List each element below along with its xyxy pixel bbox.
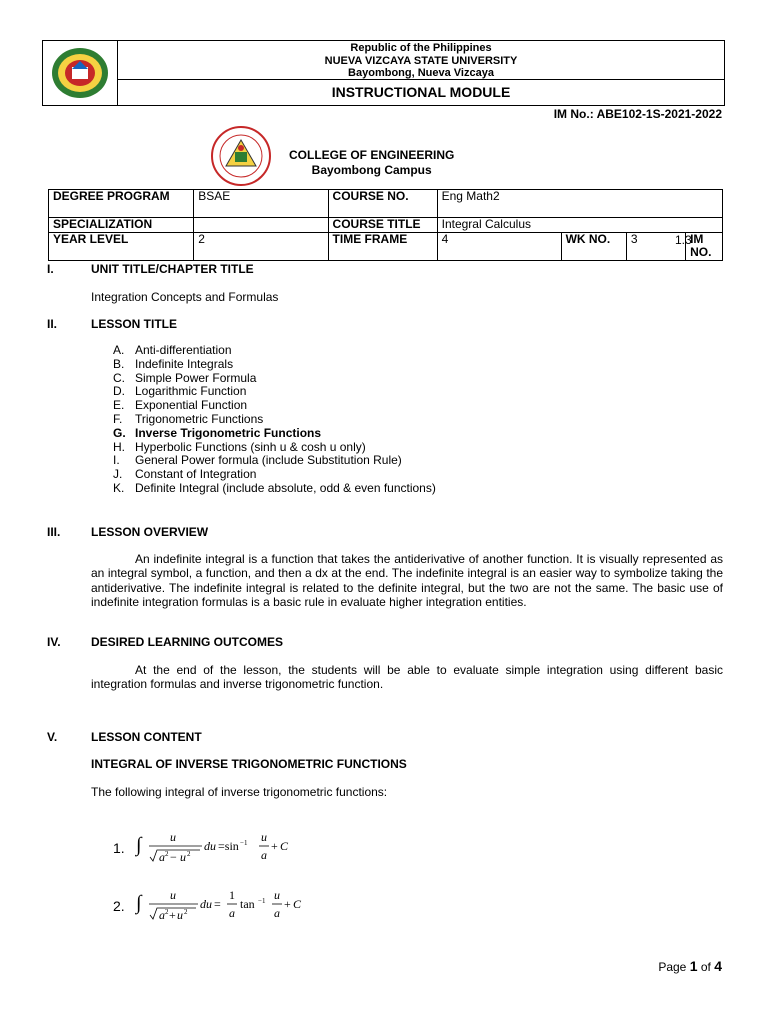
svg-text:+: + bbox=[284, 897, 291, 911]
svg-text:u: u bbox=[274, 888, 280, 902]
list-item: E. Exponential Function bbox=[113, 398, 248, 413]
list-item: B. Indefinite Integrals bbox=[113, 356, 234, 371]
course-title-label: COURSE TITLE bbox=[328, 218, 437, 233]
section-5-title: LESSON CONTENT bbox=[91, 730, 202, 744]
list-item-current: G. Inverse Trigonometric Functions bbox=[113, 425, 322, 440]
specialization-value bbox=[194, 218, 328, 233]
im-no-label: IM NO. bbox=[686, 232, 723, 260]
section-4-title: DESIRED LEARNING OUTCOMES bbox=[91, 635, 284, 649]
list-item: A. Anti-differentiation bbox=[113, 343, 232, 357]
college-heading bbox=[289, 148, 454, 178]
svg-text:tan: tan bbox=[240, 897, 255, 911]
formula-1-arcsin bbox=[134, 826, 314, 868]
list-item: F. Trigonometric Functions bbox=[113, 411, 264, 426]
list-item: J. Constant of Integration bbox=[113, 467, 257, 482]
svg-text:2: 2 bbox=[165, 908, 169, 916]
svg-text:2: 2 bbox=[187, 850, 191, 858]
section-1-title: UNIT TITLE/CHAPTER TITLE bbox=[91, 262, 254, 276]
university-name: NUEVA VIZCAYA STATE UNIVERSITY bbox=[324, 54, 518, 67]
lesson-overview-paragraph: An indefinite integral is a function that takes the antiderivative of another function. It is visually represented as an integral symbol, a function, and then a dx at the end. The indefinite integral is an easier way to symbolize taking the antiderivative. The indefinite integral is related to the definite integral, but the two are not the same. The basic use of indefinite integration formulas is a basic rule in evaluate higher integration entities. bbox=[91, 552, 723, 610]
svg-text:du: du bbox=[200, 897, 212, 911]
svg-text:=: = bbox=[214, 897, 221, 911]
republic-line: Republic of the Philippines bbox=[350, 42, 492, 54]
lesson-list bbox=[113, 344, 436, 496]
list-item: C. Simple Power Formula bbox=[113, 370, 257, 385]
svg-text:2: 2 bbox=[184, 908, 188, 916]
svg-text:2: 2 bbox=[165, 850, 169, 858]
list-item: I. General Power formula (include Substitution Rule) bbox=[113, 453, 402, 468]
im-no-value: 1.3 bbox=[675, 233, 692, 247]
svg-text:a: a bbox=[261, 848, 267, 862]
svg-text:C: C bbox=[280, 839, 289, 853]
course-title-value: Integral Calculus bbox=[437, 218, 722, 233]
college-of-engineering-logo bbox=[210, 126, 272, 186]
svg-text:−1: −1 bbox=[240, 839, 248, 847]
section-1-number: I. bbox=[47, 262, 54, 276]
formula-2-arctan bbox=[134, 884, 324, 926]
section-4-number: IV. bbox=[47, 635, 61, 649]
page-number: Page 1 of 4 bbox=[658, 958, 722, 974]
year-level-label: YEAR LEVEL bbox=[49, 232, 194, 260]
section-3-number: III. bbox=[47, 525, 61, 539]
im-number: IM No.: ABE102-1S-2021-2022 bbox=[553, 107, 722, 121]
list-item: D. Logarithmic Function bbox=[113, 384, 247, 399]
lesson-content-intro: The following integral of inverse trigonometric functions: bbox=[91, 785, 388, 799]
specialization-label: SPECIALIZATION bbox=[49, 218, 194, 233]
time-frame-value: 4 bbox=[437, 232, 561, 260]
svg-text:=sin: =sin bbox=[218, 839, 239, 853]
university-location: Bayombong, Nueva Vizcaya bbox=[348, 67, 494, 79]
module-title: INSTRUCTIONAL MODULE bbox=[331, 84, 511, 100]
wk-no-label: WK NO. bbox=[561, 232, 626, 260]
degree-program-label: DEGREE PROGRAM bbox=[49, 190, 194, 218]
header-box bbox=[42, 40, 725, 106]
svg-text:∫: ∫ bbox=[136, 834, 142, 856]
unit-title-text: Integration Concepts and Formulas bbox=[91, 290, 279, 304]
svg-text:u: u bbox=[177, 908, 183, 922]
college-name: COLLEGE OF ENGINEERING bbox=[289, 148, 455, 162]
svg-text:−: − bbox=[170, 850, 177, 864]
svg-text:+: + bbox=[271, 839, 278, 853]
formula-2-number: 2. bbox=[113, 898, 125, 914]
university-seal-cell bbox=[43, 41, 118, 105]
svg-text:C: C bbox=[293, 897, 302, 911]
svg-text:u: u bbox=[170, 830, 176, 844]
course-info-table bbox=[48, 189, 723, 261]
svg-text:a: a bbox=[229, 906, 235, 920]
svg-text:−1: −1 bbox=[258, 897, 266, 905]
svg-text:+: + bbox=[169, 908, 176, 922]
list-item: H. Hyperbolic Functions (sinh u & cosh u only) bbox=[113, 439, 366, 454]
university-seal-logo bbox=[50, 47, 110, 99]
section-3-title: LESSON OVERVIEW bbox=[91, 525, 209, 539]
learning-outcomes-paragraph: At the end of the lesson, the students will be able to evaluate simple integration using different basic integration formulas and inverse trigonometric function. bbox=[91, 663, 723, 692]
header-university-info bbox=[118, 41, 724, 80]
list-item: K. Definite Integral (include absolute, odd & even functions) bbox=[113, 480, 436, 495]
svg-text:a: a bbox=[159, 908, 165, 922]
course-no-label: COURSE NO. bbox=[328, 190, 437, 218]
svg-text:1: 1 bbox=[229, 888, 235, 902]
college-campus: Bayombong Campus bbox=[311, 163, 432, 177]
svg-text:du: du bbox=[204, 839, 216, 853]
svg-text:a: a bbox=[274, 906, 280, 920]
svg-text:u: u bbox=[261, 830, 267, 844]
section-5-number: V. bbox=[47, 730, 58, 744]
formula-1-number: 1. bbox=[113, 840, 125, 856]
lesson-content-subtitle: INTEGRAL OF INVERSE TRIGONOMETRIC FUNCTIONS bbox=[91, 757, 407, 771]
section-2-number: II. bbox=[47, 317, 58, 331]
wk-no-value: 3 bbox=[626, 232, 685, 260]
svg-text:u: u bbox=[180, 850, 186, 864]
course-no-value: Eng Math2 bbox=[437, 190, 722, 218]
svg-text:u: u bbox=[170, 888, 176, 902]
degree-program-value: BSAE bbox=[194, 190, 328, 218]
svg-text:a: a bbox=[159, 850, 165, 864]
section-2-title: LESSON TITLE bbox=[91, 317, 178, 331]
svg-text:∫: ∫ bbox=[136, 892, 142, 914]
time-frame-label: TIME FRAME bbox=[328, 232, 437, 260]
year-level-value: 2 bbox=[194, 232, 328, 260]
